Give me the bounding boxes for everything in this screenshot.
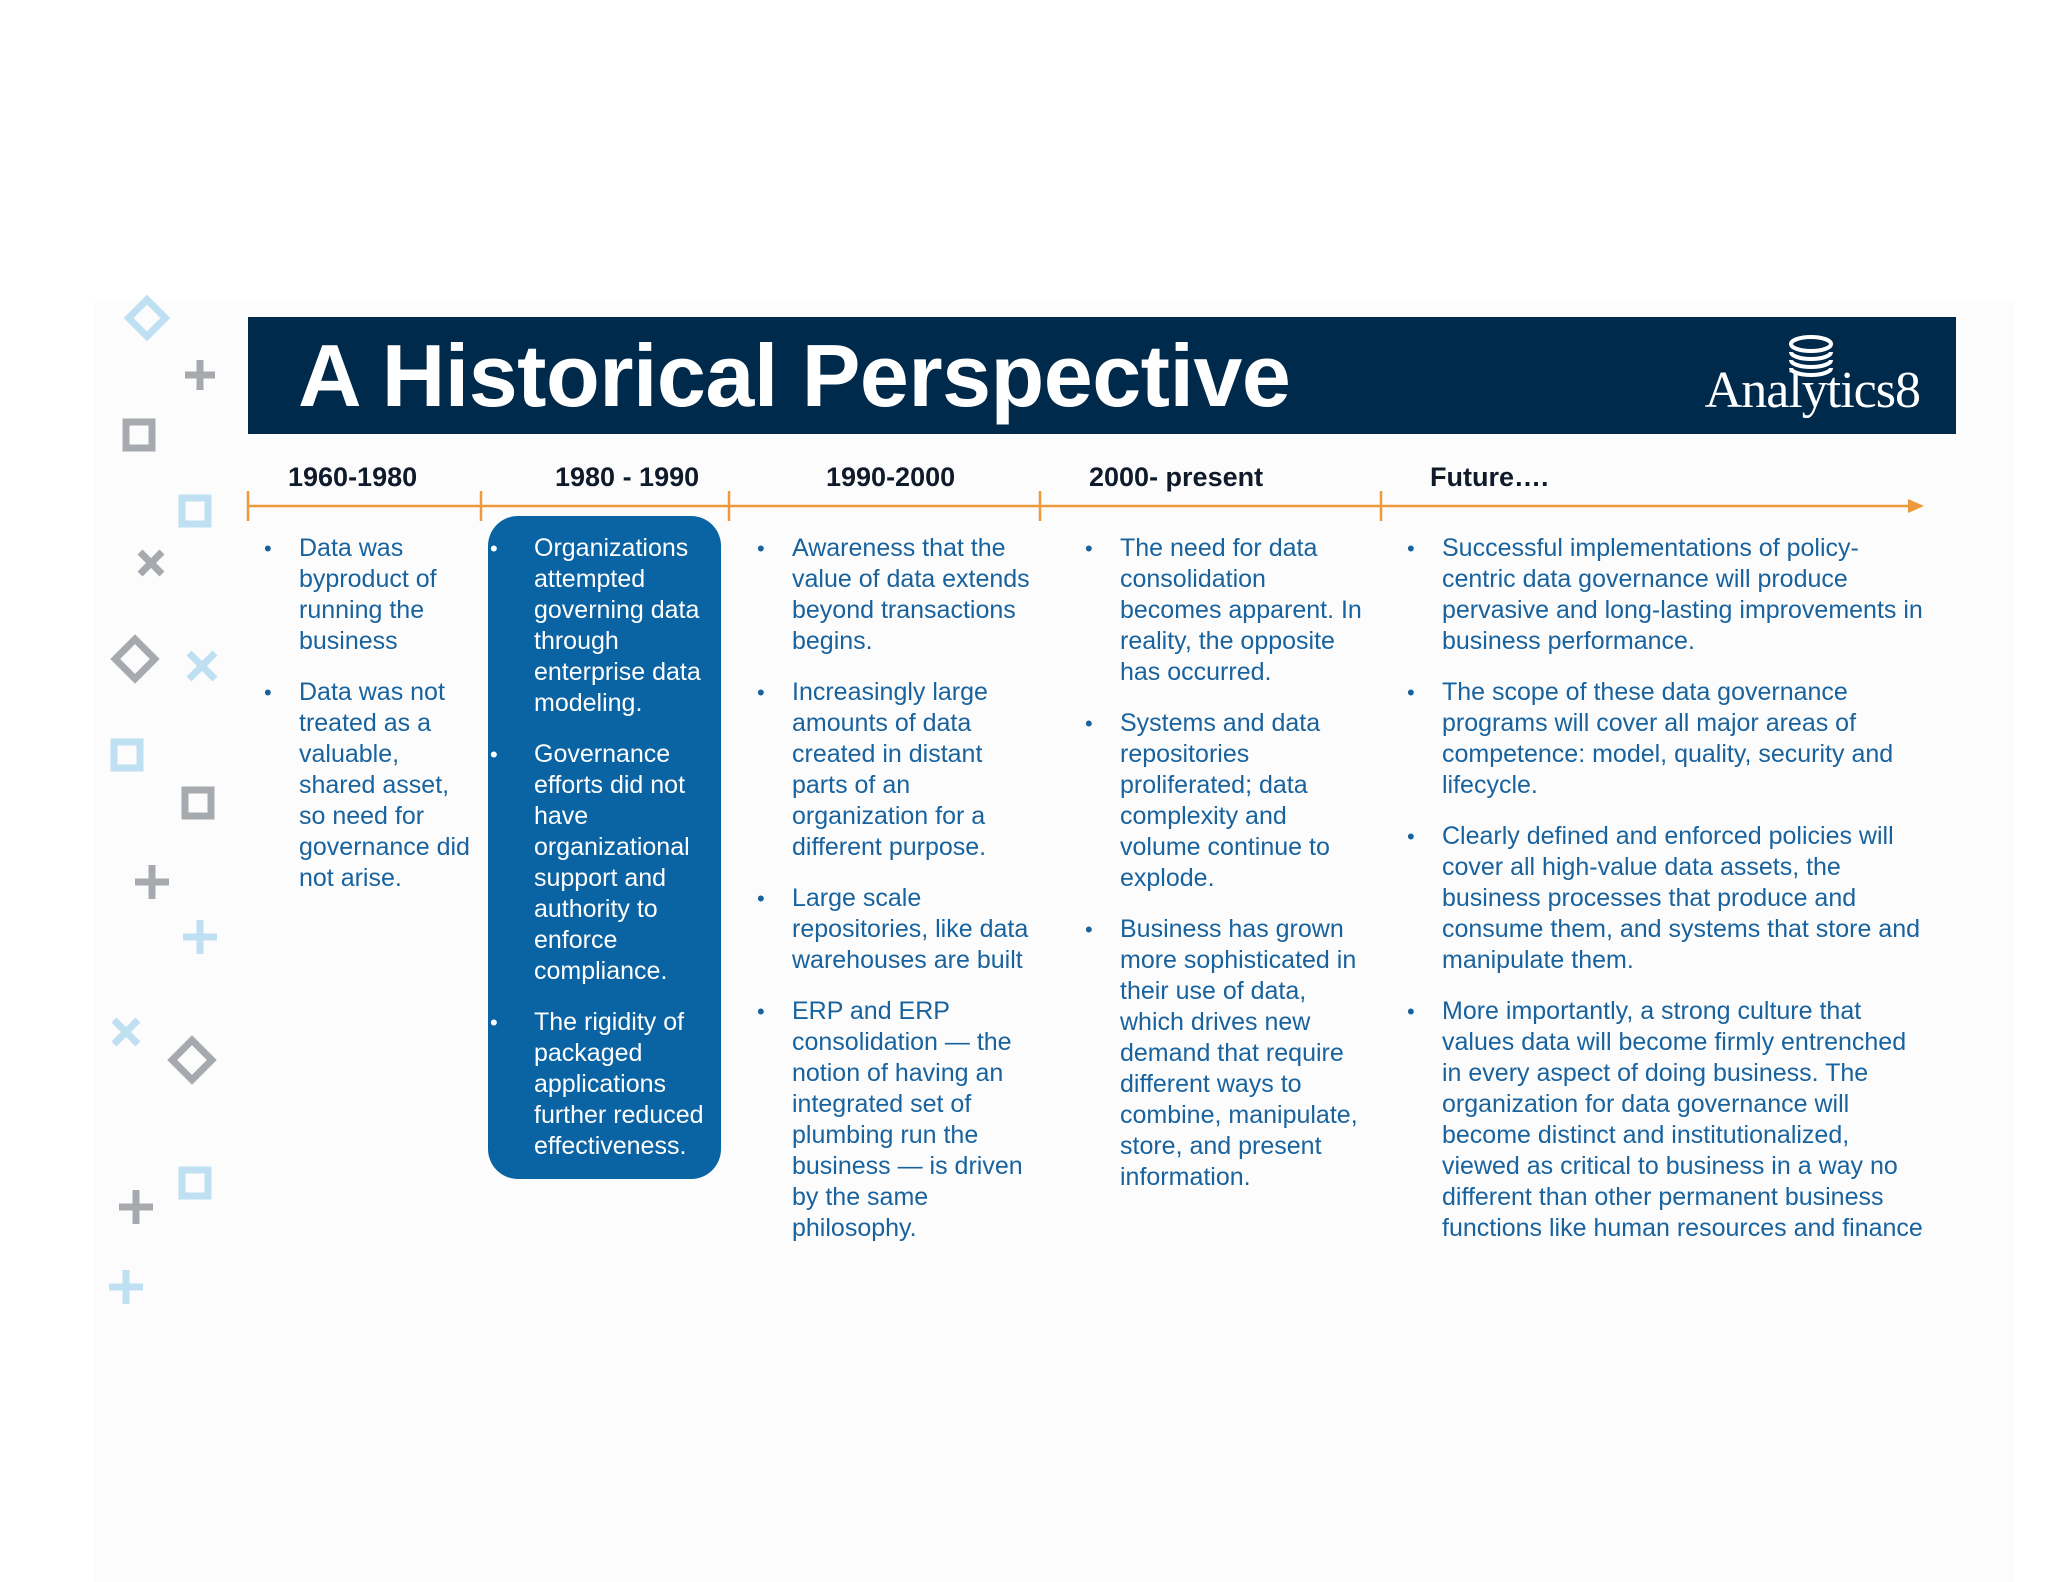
bullet-item: • The rigidity of packaged applications further reduced effectiveness. — [488, 1007, 717, 1162]
plus-icon — [119, 1190, 153, 1224]
bullet-item: • Increasingly large amounts of data created in distant parts of an organization for a different purpose. — [755, 677, 1035, 863]
period-label: 1960-1980 — [288, 462, 418, 492]
logo-text: Analytics8 — [1704, 362, 1920, 419]
bullet-item: • Clearly defined and enforced policies will cover all high-value data assets, the business processes that produce and consume them, and systems that store and manipulate them. — [1405, 821, 1925, 976]
period-label: 1990-2000 — [826, 462, 956, 492]
bullet-item: • The scope of these data governance programs will cover all major areas of competence: model, quality, security and lifecycle. — [1405, 677, 1925, 801]
cross-icon — [114, 1020, 138, 1044]
square-icon — [185, 790, 211, 816]
page-title: A Historical Perspective — [298, 326, 1291, 425]
bullet-item: • Data was byproduct of running the business — [262, 533, 472, 657]
timeline-arrow — [0, 0, 2048, 540]
diamond-icon — [172, 1040, 212, 1080]
cross-icon — [189, 653, 215, 679]
bullet-item: • Large scale repositories, like data warehouses are built — [755, 883, 1035, 976]
bullet-item: • Systems and data repositories proliferated; data complexity and volume continue to explode. — [1083, 708, 1373, 894]
bullet-item: • More importantly, a strong culture that values data will become firmly entrenched in every aspect of doing business. The organization for data governance will become distinct and institutionalized, viewed as critical to business in a way no different than other permanent business functions like human resources and finance — [1405, 996, 1925, 1244]
diamond-icon — [115, 639, 155, 679]
bullet-item: • Data was not treated as a valuable, shared asset, so need for governance did not arise. — [262, 677, 472, 894]
period-label: Future…. — [1430, 462, 1549, 492]
bullet-item: • Awareness that the value of data extends beyond transactions begins. — [755, 533, 1035, 657]
period-column-future — [1405, 533, 1925, 1264]
square-icon — [182, 1170, 208, 1196]
plus-icon — [109, 1270, 143, 1304]
square-icon — [114, 742, 140, 768]
bullet-item: • Organizations attempted governing data through enterprise data modeling. — [488, 533, 717, 719]
period-column-1960-1980 — [262, 533, 472, 914]
plus-icon — [183, 920, 217, 954]
bullet-item: • Successful implementations of policy-centric data governance will produce pervasive and long-lasting improvements in business performance. — [1405, 533, 1925, 657]
cross-icon — [140, 552, 162, 574]
bullet-item: • The need for data consolidation becomes apparent. In reality, the opposite has occurred. — [1083, 533, 1373, 688]
period-column-1980-1990-highlighted — [488, 516, 721, 1179]
period-column-1990-2000 — [755, 533, 1035, 1264]
arrowhead-icon — [1908, 499, 1924, 513]
bullet-item: • Governance efforts did not have organizational support and authority to enforce compliance. — [488, 739, 717, 987]
period-label: 2000- present — [1089, 462, 1264, 492]
period-label: 1980 - 1990 — [555, 462, 700, 492]
bullet-item: • Business has grown more sophisticated in their use of data, which drives new demand that require different ways to combine, manipulate, store, and present information. — [1083, 914, 1373, 1193]
period-column-2000-present — [1083, 533, 1373, 1213]
plus-icon — [135, 865, 169, 899]
bullet-item: • ERP and ERP consolidation — the notion of having an integrated set of plumbing run the business — is driven by the same philosophy. — [755, 996, 1035, 1244]
